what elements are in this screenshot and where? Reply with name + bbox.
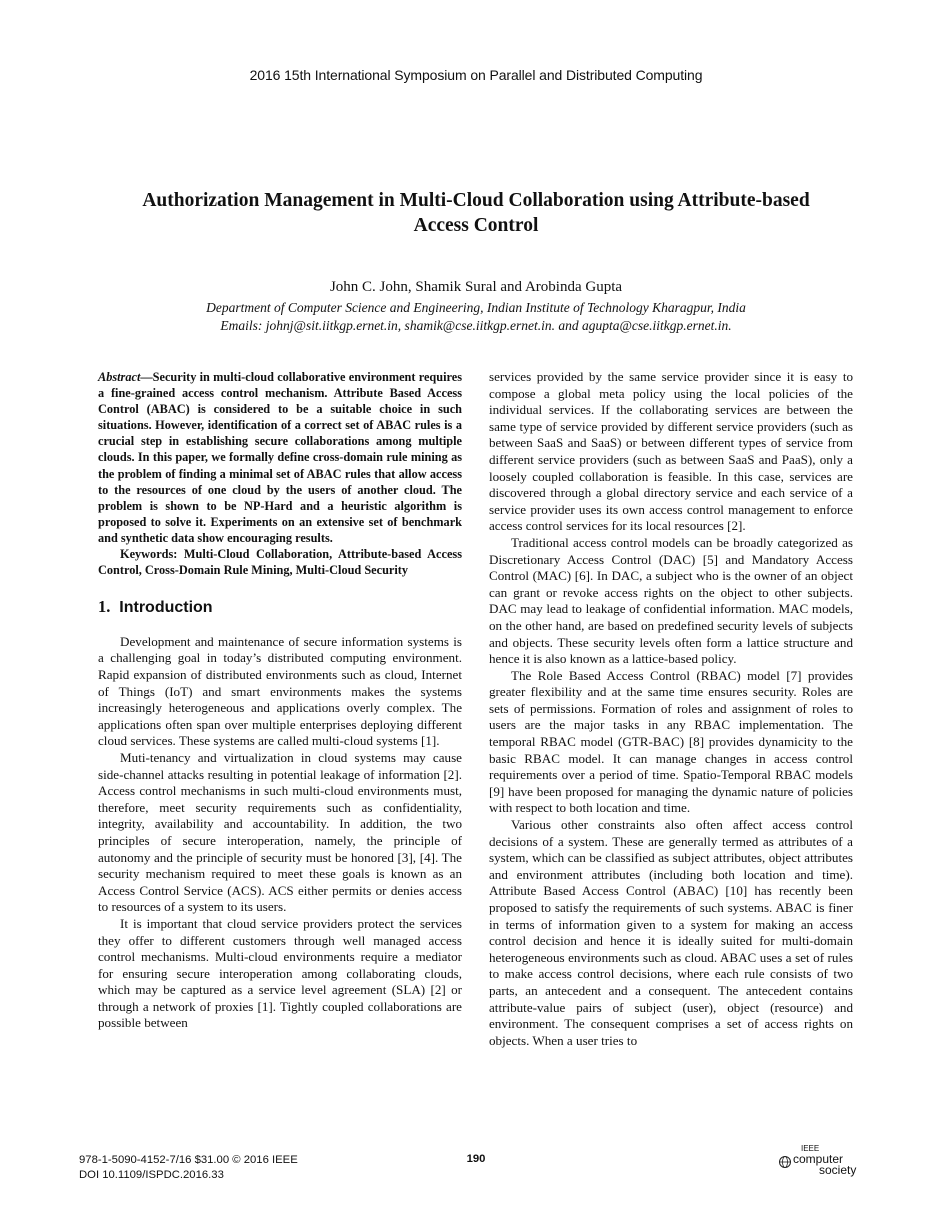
paragraph: services provided by the same service provider since it is easy to compose a global meta policy using the local policies of the individual services. If the collaborating services are between the same type of service provided by different service providers (such as between SaaS and SaaS) or between different types of service from different service providers (such as between SaaS and PaaS), only a loosely coupled collaboration is feasible. In this case, services are discovered through a global directory service and each service of a service provider uses its own access control management to enforce access control services for its local resources [2]. bbox=[489, 369, 853, 534]
paper-title-line1: Authorization Management in Multi-Cloud Collaboration using Attribute-based bbox=[142, 190, 810, 211]
page-number: 190 bbox=[466, 1153, 486, 1165]
footer-doi: DOI 10.1109/ISPDC.2016.33 bbox=[79, 1169, 224, 1181]
section-number: 1. bbox=[98, 597, 111, 617]
logo-ieee-text: IEEE bbox=[801, 1144, 820, 1153]
affiliation: Department of Computer Science and Engineering, Indian Institute of Technology Kharagpur, India bbox=[206, 300, 746, 315]
author-affiliation-block bbox=[0, 299, 952, 335]
left-column bbox=[98, 369, 462, 1032]
abstract-text: —Security in multi-cloud collaborative environment requires a fine-grained access control mechanism. Attribute Based Access Control (ABAC) is considered to be a suitable choice in such situations. However, identification of a correct set of ABAC rules is a crucial step in establishing secure collaborations among multiple clouds. In this paper, we formally define cross-domain rule mining as the problem of finding a minimal set of ABAC rules that allow access to the resources of one cloud by the users of another cloud. The problem is shown to be NP-Hard and a heuristic algorithm is proposed to solve it. Experiments on an extensive set of benchmark and synthetic data show encouraging results. bbox=[98, 370, 462, 545]
ieee-computer-society-logo bbox=[777, 1145, 859, 1179]
conference-header: 2016 15th International Symposium on Parallel and Distributed Computing bbox=[249, 67, 703, 83]
paragraph: Development and maintenance of secure information systems is a challenging goal in today’s distributed computing environment. Rapid expansion of distributed environments such as cloud, Internet of Things (IoT) and smart environments makes the systems increasingly heterogeneous and applications overly complex. The applications often span over multiple enterprises deploying different cloud services. These systems are called multi-cloud systems [1]. bbox=[98, 633, 462, 749]
paragraph: It is important that cloud service providers protect the services they offer to different customers through well managed access control mechanisms. Multi-cloud environments require a mediator for ensuring secure interoperation among collaborating clouds, which may be captured as a service level agreement (SLA) [2] or through a network of proxies [1]. Tightly coupled collaborations are possible between bbox=[98, 915, 462, 1031]
abstract-label: Abstract bbox=[98, 370, 141, 384]
paragraph: Muti-tenancy and virtualization in cloud systems may cause side-channel attacks resulting in potential leakage of information [2]. Access control mechanisms in such multi-cloud environments must, therefore, meet security requirements such as confidentiality, integrity, availability and accountability. In addition, the two principles of secure interoperation, namely, the principle of autonomy and the principle of security must be honored [3], [4]. The security mechanism required to meet these goals is known as an Access Control Service (ACS). ACS either permits or denies access to resources of a system to its users. bbox=[98, 749, 462, 915]
logo-society-text: society bbox=[819, 1163, 857, 1177]
paper-authors: John C. John, Shamik Sural and Arobinda Gupta bbox=[329, 279, 623, 295]
abstract bbox=[98, 369, 462, 546]
logo-computer-text: computer bbox=[793, 1152, 844, 1166]
keywords: Keywords: Multi-Cloud Collaboration, Attribute-based Access Control, Cross-Domain Rule Mining, Multi-Cloud Security bbox=[98, 547, 462, 578]
author-emails: Emails: johnj@sit.iitkgp.ernet.in, shamik@cse.iitkgp.ernet.in. and agupta@cse.iitkgp.ernet.in. bbox=[220, 318, 732, 333]
footer-isbn: 978-1-5090-4152-7/16 $31.00 © 2016 IEEE bbox=[79, 1154, 298, 1166]
section-title: Introduction bbox=[119, 599, 213, 617]
paragraph: Traditional access control models can be broadly categorized as Discretionary Access Control (DAC) [5] and Mandatory Access Control (MAC) [6]. In DAC, a subject who is the owner of an object can grant or revoke access rights on the object to other subjects. DAC may lead to leakage of confidential information. MAC models, on the other hand, are based on predefined security levels of subjects and objects. These security levels often form a lattice structure and hence it is also known as a lattice-based policy. bbox=[489, 534, 853, 667]
paper-title bbox=[90, 188, 862, 238]
paragraph: The Role Based Access Control (RBAC) model [7] provides greater flexibility and at the same time ensures security. Roles are sets of permissions. Formation of roles and assignment of roles to users are the major tasks in any RBAC implementation. The temporal RBAC model (GTR-BAC) [8] provides dynamicity to the basic RBAC model. It can manage changes in access control requirements over a period of time. Spatio-Temporal RBAC models [9] have been proposed for managing the dynamic nature of policies with respect to both location and time. bbox=[489, 667, 853, 816]
paper-title-line2: Access Control bbox=[413, 215, 539, 236]
right-column bbox=[489, 369, 853, 1049]
paragraph: Various other constraints also often affect access control decisions of a system. These are generally termed as attributes of a system, which can be classified as subject attributes, object attributes and environment attributes (including both location and time). Attribute Based Access Control (ABAC) [10] has recently been proposed to satisfy the requirements of such systems. ABAC is finer in terms of information given to a system for making an access control decision and hence it is ideally suited for multi-domain heterogeneous environments such as cloud. ABAC uses a set of rules to make access control decisions, where each rule consists of two parts, an antecedent and a consequent. The antecedent contains attribute-value pairs of subject (user), object (resource) and environment. The consequent comprises a set of access rights on objects. When a user tries to bbox=[489, 817, 853, 1048]
logo-globe-icon bbox=[777, 1155, 793, 1169]
section-heading-introduction bbox=[98, 599, 462, 617]
